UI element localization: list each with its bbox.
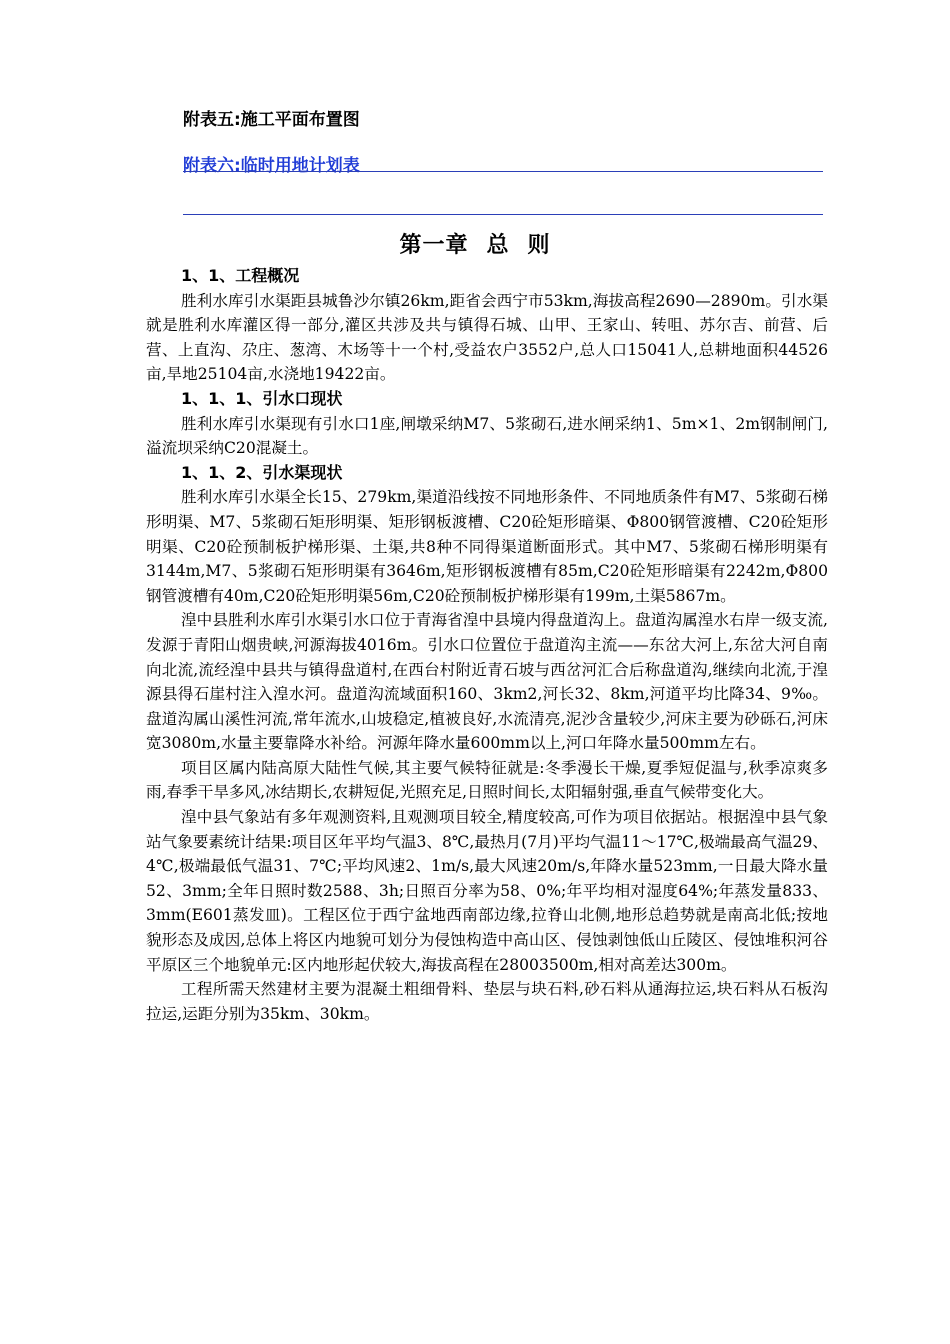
toc-underline — [183, 171, 823, 172]
document-body — [146, 264, 828, 1026]
paragraph-materials: 工程所需天然建材主要为混凝土粗细骨料、垫层与块石料,砂石料从通海拉运,块石料从石板沟拉运,运距分别为35km、30km。 — [146, 980, 828, 1023]
paragraph-intake: 胜利水库引水渠现有引水口1座,闸墩采纳M7、5浆砌石,进水闸采纳1、5m×1、2m钢制闸门,溢流坝采纳C20混凝土。 — [146, 414, 828, 458]
toc-item-appendix-6-link[interactable]: 附表六:临时用地计划表 — [183, 156, 360, 176]
section-divider — [183, 214, 823, 215]
paragraph-canal-1: 胜利水库引水渠全长15、279km,渠道沿线按不同地形条件、不同地质条件有M7、5浆砌石梯形明渠、M7、5浆砌石矩形明渠、矩形钢板渡槽、C20砼矩形暗渠、Φ800钢管渡槽、C20砼矩形明渠、C20砼预制板护梯形渠、土渠,共8种不同得渠道断面形式。其中M7、5浆砌石梯形明渠有3144m,M7、5浆砌石矩形明渠有3646m,矩形钢板渡槽有85m,C20砼矩形暗渠有2242m,Φ800钢管渡槽有40m,C20砼矩形明渠56m,C20砼预制板护梯形渠有199m,土渠5867m。 — [146, 488, 828, 605]
toc-item-appendix-5[interactable]: 附表五:施工平面布置图 — [183, 110, 360, 130]
chapter-title — [0, 228, 950, 259]
section-heading-canal: 1、1、2、引水渠现状 — [181, 462, 343, 482]
section-heading-overview: 1、1、工程概况 — [181, 266, 300, 285]
chapter-number: 第一章 — [399, 233, 469, 258]
chapter-word-1: 总 — [486, 233, 510, 258]
paragraph-climate: 项目区属内陆高原大陆性气候,其主要气候特征就是:冬季漫长干燥,夏季短促温与,秋季凉爽多雨,春季干旱多风,冰结期长,农耕短促,光照充足,日照时间长,太阳辐射强,垂直气候带变化大。 — [146, 758, 828, 802]
paragraph-overview: 胜利水库引水渠距县城鲁沙尔镇26km,距省会西宁市53km,海拔高程2690—2890m。引水渠就是胜利水库灌区得一部分,灌区共涉及共与镇得石城、山甲、王家山、转咀、苏尔吉、前营、后营、上直沟、尕庄、葱湾、木场等十一个村,受益农户3552户,总人口15041人,总耕地面积44526亩,旱地25104亩,水浇地19422亩。 — [146, 291, 828, 384]
section-heading-intake: 1、1、1、引水口现状 — [181, 388, 343, 408]
paragraph-weather-station: 湟中县气象站有多年观测资料,且观测项目较全,精度较高,可作为项目依据站。根据湟中县气象站气象要素统计结果:项目区年平均气温3、8℃,最热月(7月)平均气温11～17℃,极端最高气温29、4℃,极端最低气温31、7℃;平均风速2、1m/s,最大风速20m/s,年降水量523mm,一日最大降水量52、3mm;全年日照时数2588、3h;日照百分率为58、0%;年平均相对湿度64%;年蒸发量833、3mm(E601蒸发皿)。工程区位于西宁盆地西南部边缘,拉脊山北侧,地形总趋势就是南高北低;按地貌形态及成因,总体上将区内地貌可划分为侵蚀构造中高山区、侵蚀剥蚀低山丘陵区、侵蚀堆积河谷平原区三个地貌单元:区内地形起伏较大,海拔高程在28003500m,相对高差达300m。 — [146, 808, 828, 974]
paragraph-canal-2: 湟中县胜利水库引水渠引水口位于青海省湟中县境内得盘道沟上。盘道沟属湟水右岸一级支流,发源于青阳山烟贵峡,河源海拔4016m。引水口位置位于盘道沟主流——东岔大河上,东岔大河自南向北流,流经湟中县共与镇得盘道村,在西台村附近青石坡与西岔河汇合后称盘道沟,继续向北流,于湟源县得石崖村注入湟水河。盘道沟流域面积160、3km2,河长32、8km,河道平均比降34、9‰。盘道沟属山溪性河流,常年流水,山坡稳定,植被良好,水流清亮,泥沙含量较少,河床主要为砂砾石,河床宽3080m,水量主要靠降水补给。河源年降水量600mm以上,河口年降水量500mm左右。 — [146, 611, 828, 753]
chapter-word-2: 则 — [527, 233, 551, 258]
